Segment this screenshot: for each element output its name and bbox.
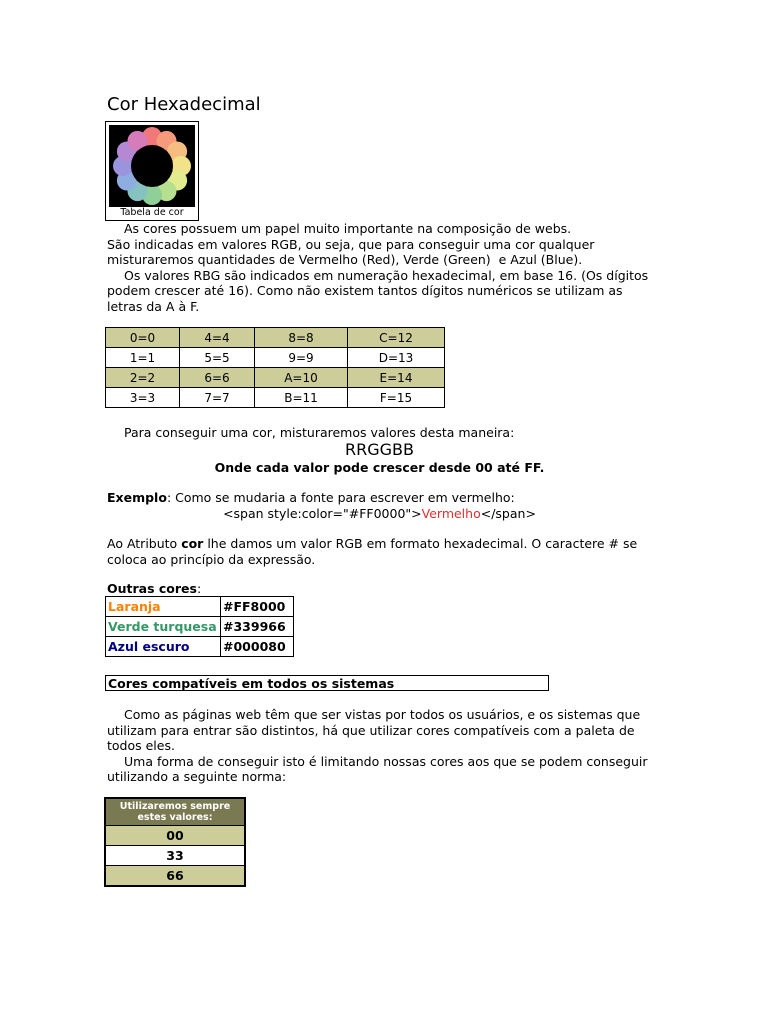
color-name: Azul escuro <box>106 637 221 657</box>
color-hex: #339966 <box>221 617 294 637</box>
color-wheel-figure <box>105 121 199 221</box>
color-name: Laranja <box>106 597 221 617</box>
example-code: <span style:color="#FF0000">Vermelho</span> <box>223 506 536 521</box>
page-title: Cor Hexadecimal <box>107 94 261 115</box>
safe-value-cell: 00 <box>105 826 245 846</box>
safe-value-cell: 66 <box>105 866 245 887</box>
safe-value-row <box>105 826 245 846</box>
hex-table-cell: 6=6 <box>180 368 255 388</box>
hex-table-cell: 3=3 <box>106 388 180 408</box>
attribute-paragraph: Ao Atributo cor lhe damos um valor RGB em formato hexadecimal. O caractere # se coloca ao princípio da expressão. <box>107 536 638 567</box>
other-colors-table <box>105 596 294 657</box>
hex-table-cell: 1=1 <box>106 348 180 368</box>
mix-paragraph: Para conseguir uma cor, misturaremos valores desta maneira: <box>124 425 515 440</box>
hex-table-cell: F=15 <box>348 388 445 408</box>
color-row <box>106 597 294 617</box>
compat-heading: Cores compatíveis em todos os sistemas <box>105 675 549 691</box>
color-row <box>106 637 294 657</box>
color-wheel-image <box>109 125 195 207</box>
hex-table-cell: B=11 <box>255 388 348 408</box>
compat-paragraph: Como as páginas web têm que ser vistas por todos os usuários, e os sistemas que utilizam para entrar são distintos, há que utilizar cores compatíveis com a paleta de todos eles. Uma forma de conseguir isto é limitando nossas cores aos que se podem conseguir utilizando a seguinte norma: <box>107 707 648 784</box>
safe-values-table <box>104 797 246 887</box>
hex-table-cell: A=10 <box>255 368 348 388</box>
figure-caption: Tabela de cor <box>120 207 184 218</box>
hex-table-cell: 2=2 <box>106 368 180 388</box>
hex-table-cell: 9=9 <box>255 348 348 368</box>
other-colors-label: Outras cores: <box>107 581 202 596</box>
hex-table-row <box>106 328 445 348</box>
color-row <box>106 617 294 637</box>
hex-table-row <box>106 388 445 408</box>
hex-table-cell: D=13 <box>348 348 445 368</box>
safe-value-row <box>105 846 245 866</box>
color-name: Verde turquesa <box>106 617 221 637</box>
safe-values-header: Utilizaremos sempre estes valores: <box>105 798 245 826</box>
color-wheel-icon <box>109 125 195 207</box>
hex-table-cell: 0=0 <box>106 328 180 348</box>
color-hex: #FF8000 <box>221 597 294 617</box>
hex-table-cell: 8=8 <box>255 328 348 348</box>
safe-value-row <box>105 866 245 887</box>
hex-table-row <box>106 348 445 368</box>
hex-table-cell: 5=5 <box>180 348 255 368</box>
hex-table-cell: 7=7 <box>180 388 255 408</box>
example-line: Exemplo: Como se mudaria a fonte para escrever em vermelho: <box>107 490 515 505</box>
hex-table-cell: 4=4 <box>180 328 255 348</box>
intro-paragraph: As cores possuem um papel muito importante na composição de webs. São indicadas em valores RGB, ou seja, que para conseguir uma cor qualquer misturaremos quantidades de Vermelho (Red), Verde (Green) e Azul (Blue). Os valores RBG são indicados em numeração hexadecimal, em base 16. (Os dígitos podem crescer até 16). Como não existem tantos dígitos numéricos se utilizam as letras da A à F. <box>107 221 649 314</box>
wheel-center <box>131 145 173 187</box>
safe-value-cell: 33 <box>105 846 245 866</box>
hex-digit-table <box>105 327 445 408</box>
hex-table-cell: E=14 <box>348 368 445 388</box>
rrggbb-format: RRGGBB <box>345 440 414 459</box>
range-note: Onde cada valor pode crescer desde 00 até FF. <box>214 460 545 475</box>
hex-table-cell: C=12 <box>348 328 445 348</box>
color-hex: #000080 <box>221 637 294 657</box>
hex-table-row <box>106 368 445 388</box>
